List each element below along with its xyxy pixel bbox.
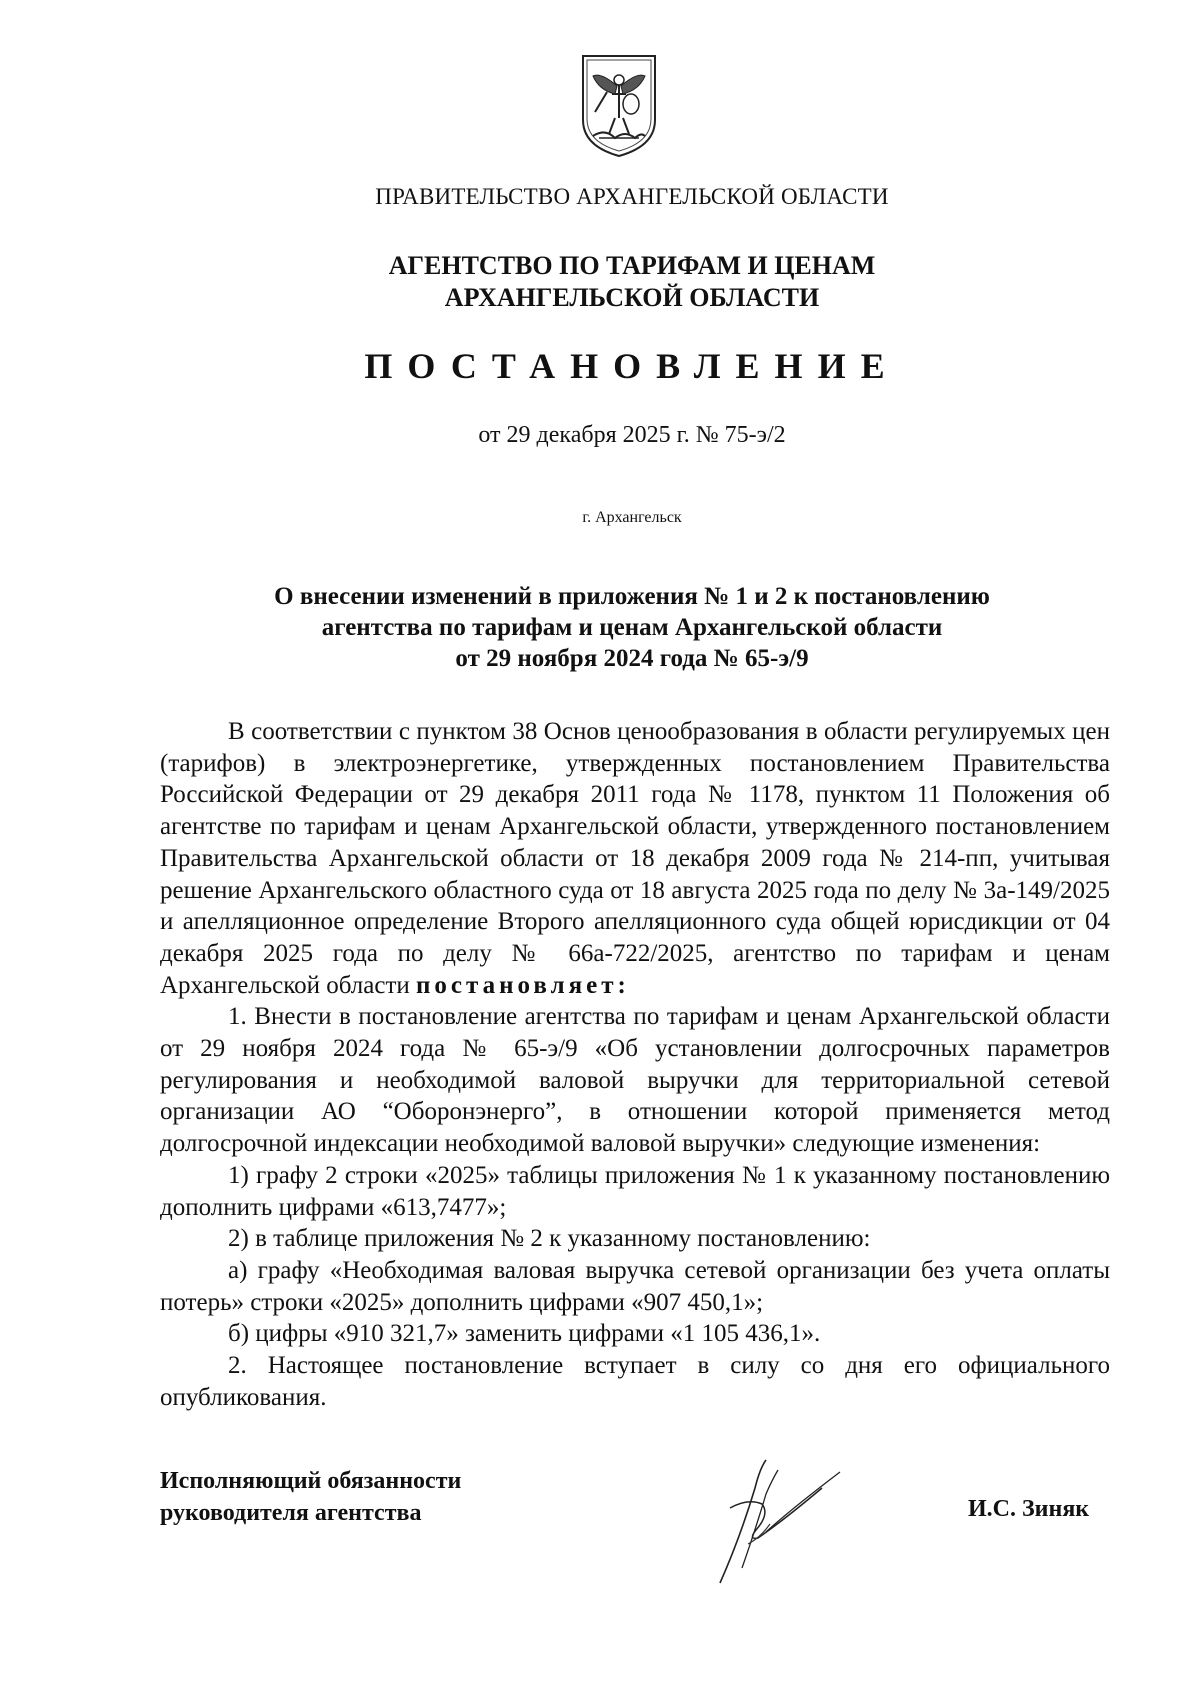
document-type: ПОСТАНОВЛЕНИЕ	[364, 346, 900, 386]
preamble-text: В соответствии с пунктом 38 Основ ценообразования в области регулируемых цен (тарифов) в электроэнергетике, утвержденных постановлением Правительства Российской Федерации от 29 декабря 2011 года № 1178, пунктом 11 Положения об агентстве по тарифам и ценам Архангельской области, утвержденного постановлением Правительства Архангельской области от 18 декабря 2009 года № 214-пп, учитывая решение Архангельского областного суда от 18 августа 2025 года по делу № 3а-149/2025 и апелляционное определение Второго апелляционного суда общей юрисдикции от 04 декабря 2025 года по делу № 66а-722/2025, агентство по тарифам и ценам Архангельской области	[160, 718, 1110, 999]
item-2: 2. Настоящее постановление вступает в силу со дня его официального опубликования.	[160, 1352, 1110, 1411]
handwritten-signature	[700, 1448, 850, 1588]
agency-name-line2: АРХАНГЕЛЬСКОЙ ОБЛАСТИ	[444, 283, 820, 312]
government-name: ПРАВИТЕЛЬСТВО АРХАНГЕЛЬСКОЙ ОБЛАСТИ	[375, 184, 889, 209]
resolves-word: постановляет:	[416, 971, 630, 999]
item-1-2-a: а) графу «Необходимая валовая выручка сетевой организации без учета оплаты потерь» строки «2025» дополнить цифрами «907 450,1»;	[160, 1256, 1110, 1316]
item-1-2: 2) в таблице приложения № 2 к указанному постановлению:	[228, 1225, 871, 1253]
document-title-line1: О внесении изменений в приложения № 1 и 2 к постановлению	[274, 583, 990, 610]
document-city: г. Архангельск	[582, 509, 682, 526]
coat-of-arms-icon	[579, 50, 659, 160]
signer-name: И.С. Зиняк	[968, 1496, 1090, 1522]
document-title	[0, 581, 1200, 674]
preamble-paragraph	[160, 716, 1110, 1001]
agency-name-line1: АГЕНТСТВО ПО ТАРИФАМ И ЦЕНАМ	[388, 251, 876, 280]
item-1: 1. Внести в постановление агентства по тарифам и ценам Архангельской области от 29 ноября 2024 года № 65-э/9 «Об установлении долгосрочных параметров регулирования и необходимой валовой выручки для территориальной сетевой организации АО “Оборонэнерго”, в отношении которой применяется метод долгосрочной индексации необходимой валовой выручки» следующие изменения:	[160, 1003, 1110, 1158]
item-1-2-b: б) цифры «910 321,7» заменить цифрами «1 105 436,1».	[228, 1320, 821, 1348]
signer-position-line2: руководителя агентства	[160, 1500, 422, 1526]
document-date-number: от 29 декабря 2025 г. № 75-э/2	[478, 422, 786, 448]
document-title-line3: от 29 ноября 2024 года № 65-э/9	[455, 645, 809, 672]
document-body	[160, 716, 1110, 1413]
agency-name	[0, 250, 1200, 314]
item-1-1: 1) графу 2 строки «2025» таблицы приложения № 1 к указанному постановлению дополнить цифрами «613,7477»;	[160, 1161, 1110, 1221]
signer-position	[160, 1465, 461, 1529]
document-title-line2: агентства по тарифам и ценам Архангельской области	[321, 614, 943, 641]
signer-position-line1: Исполняющий обязанности	[160, 1468, 462, 1494]
